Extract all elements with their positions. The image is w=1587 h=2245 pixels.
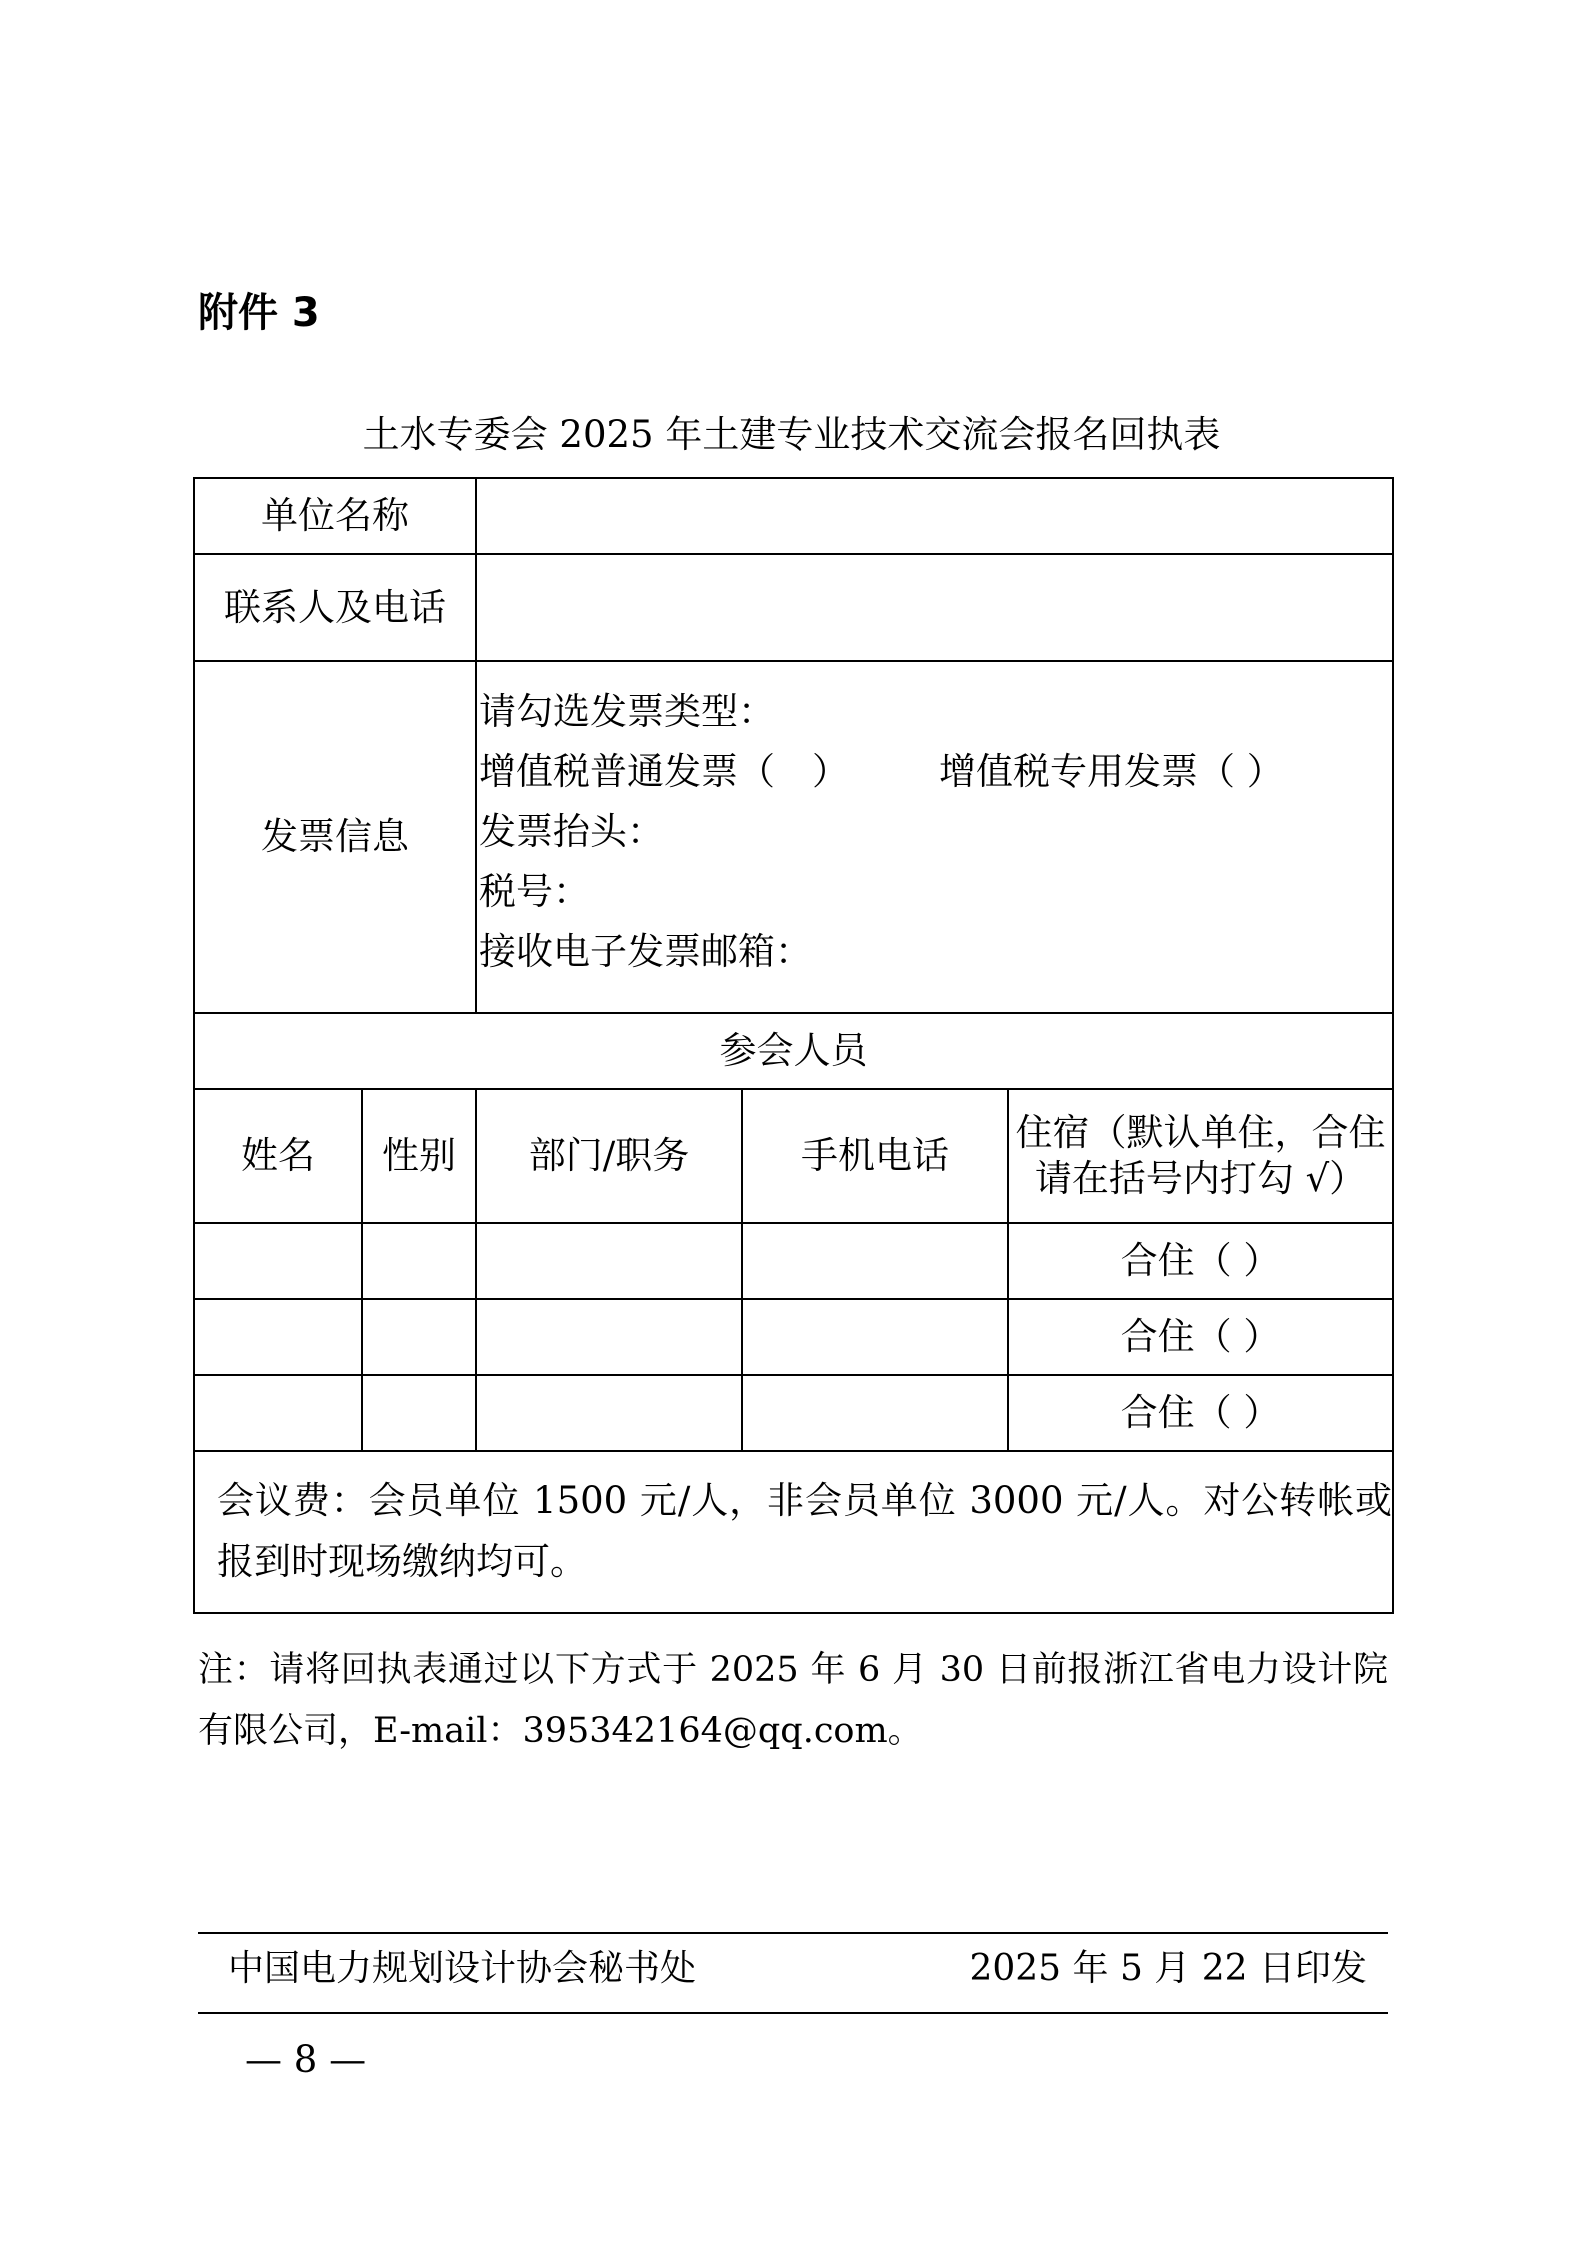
- invoice-row: [194, 661, 1393, 1013]
- form-title: 土水专委会 2025 年土建专业技术交流会报名回执表: [362, 413, 1221, 456]
- attendee-department-cell[interactable]: [476, 1223, 742, 1299]
- attendee-phone-cell[interactable]: [742, 1375, 1008, 1451]
- attendee-gender-cell[interactable]: [362, 1299, 476, 1375]
- column-header-name: 姓名: [194, 1089, 362, 1223]
- attachment-label: 附件 3: [198, 290, 320, 336]
- invoice-type-options: [479, 742, 1392, 802]
- attendee-accommodation-cell[interactable]: 合住（ ）: [1008, 1223, 1393, 1299]
- attendee-department-cell[interactable]: [476, 1299, 742, 1375]
- contact-row: [194, 554, 1393, 661]
- tax-number-field[interactable]: 税号：: [479, 870, 590, 913]
- attendees-heading-row: [194, 1013, 1393, 1089]
- column-header-phone: 手机电话: [742, 1089, 1008, 1223]
- invoice-label: 发票信息: [194, 661, 476, 1013]
- attendee-row: [194, 1223, 1393, 1299]
- attendee-row: [194, 1375, 1393, 1451]
- column-header-gender: 性别: [362, 1089, 476, 1223]
- attendee-phone-cell[interactable]: [742, 1299, 1008, 1375]
- attendee-accommodation-cell[interactable]: 合住（ ）: [1008, 1299, 1393, 1375]
- attendee-name-cell[interactable]: [194, 1375, 362, 1451]
- attendee-name-cell[interactable]: [194, 1299, 362, 1375]
- page-number: — 8 —: [245, 2038, 367, 2081]
- column-header-accommodation: [1008, 1089, 1393, 1223]
- general-invoice-option[interactable]: 增值税普通发票（ ）: [479, 750, 849, 793]
- column-header-department: 部门/职务: [476, 1089, 742, 1223]
- unit-name-row: [194, 478, 1393, 554]
- accommodation-header-line1: 住宿（默认单住，合住: [1015, 1111, 1386, 1154]
- footer-bottom-rule: [198, 2012, 1388, 2014]
- unit-name-label: 单位名称: [194, 478, 476, 554]
- attendee-row: [194, 1299, 1393, 1375]
- special-invoice-option[interactable]: 增值税专用发票（ ）: [939, 750, 1284, 793]
- accommodation-header-line2: 请在括号内打勾 √）: [1034, 1157, 1367, 1200]
- submission-note: 注：请将回执表通过以下方式于 2025 年 6 月 30 日前报浙江省电力设计院有限公司，E-mail：395342164@qq.com。: [198, 1650, 1388, 1751]
- attendee-gender-cell[interactable]: [362, 1375, 476, 1451]
- unit-name-field[interactable]: [476, 478, 1393, 554]
- contact-field[interactable]: [476, 554, 1393, 661]
- invoice-content[interactable]: [476, 661, 1393, 1013]
- attendees-heading: 参会人员: [194, 1013, 1393, 1089]
- attendee-gender-cell[interactable]: [362, 1223, 476, 1299]
- invoice-type-prompt: 请勾选发票类型：: [479, 690, 775, 733]
- registration-form-table: [193, 477, 1394, 1614]
- attendee-accommodation-cell[interactable]: 合住（ ）: [1008, 1375, 1393, 1451]
- footer-issuer: 中国电力规划设计协会秘书处: [228, 1948, 697, 1989]
- attendees-header-row: [194, 1089, 1393, 1223]
- attendee-name-cell[interactable]: [194, 1223, 362, 1299]
- fee-row: [194, 1451, 1393, 1613]
- fee-text: 会议费：会员单位 1500 元/人，非会员单位 3000 元/人。对公转帐或报到时现场缴纳均可。: [194, 1451, 1393, 1613]
- attendee-department-cell[interactable]: [476, 1375, 742, 1451]
- contact-label: 联系人及电话: [194, 554, 476, 661]
- attendee-phone-cell[interactable]: [742, 1223, 1008, 1299]
- footer-top-rule: [198, 1932, 1388, 1934]
- invoice-email-field[interactable]: 接收电子发票邮箱：: [479, 930, 812, 973]
- invoice-header-field[interactable]: 发票抬头：: [479, 810, 664, 853]
- footer-date: 2025 年 5 月 22 日印发: [969, 1948, 1367, 1989]
